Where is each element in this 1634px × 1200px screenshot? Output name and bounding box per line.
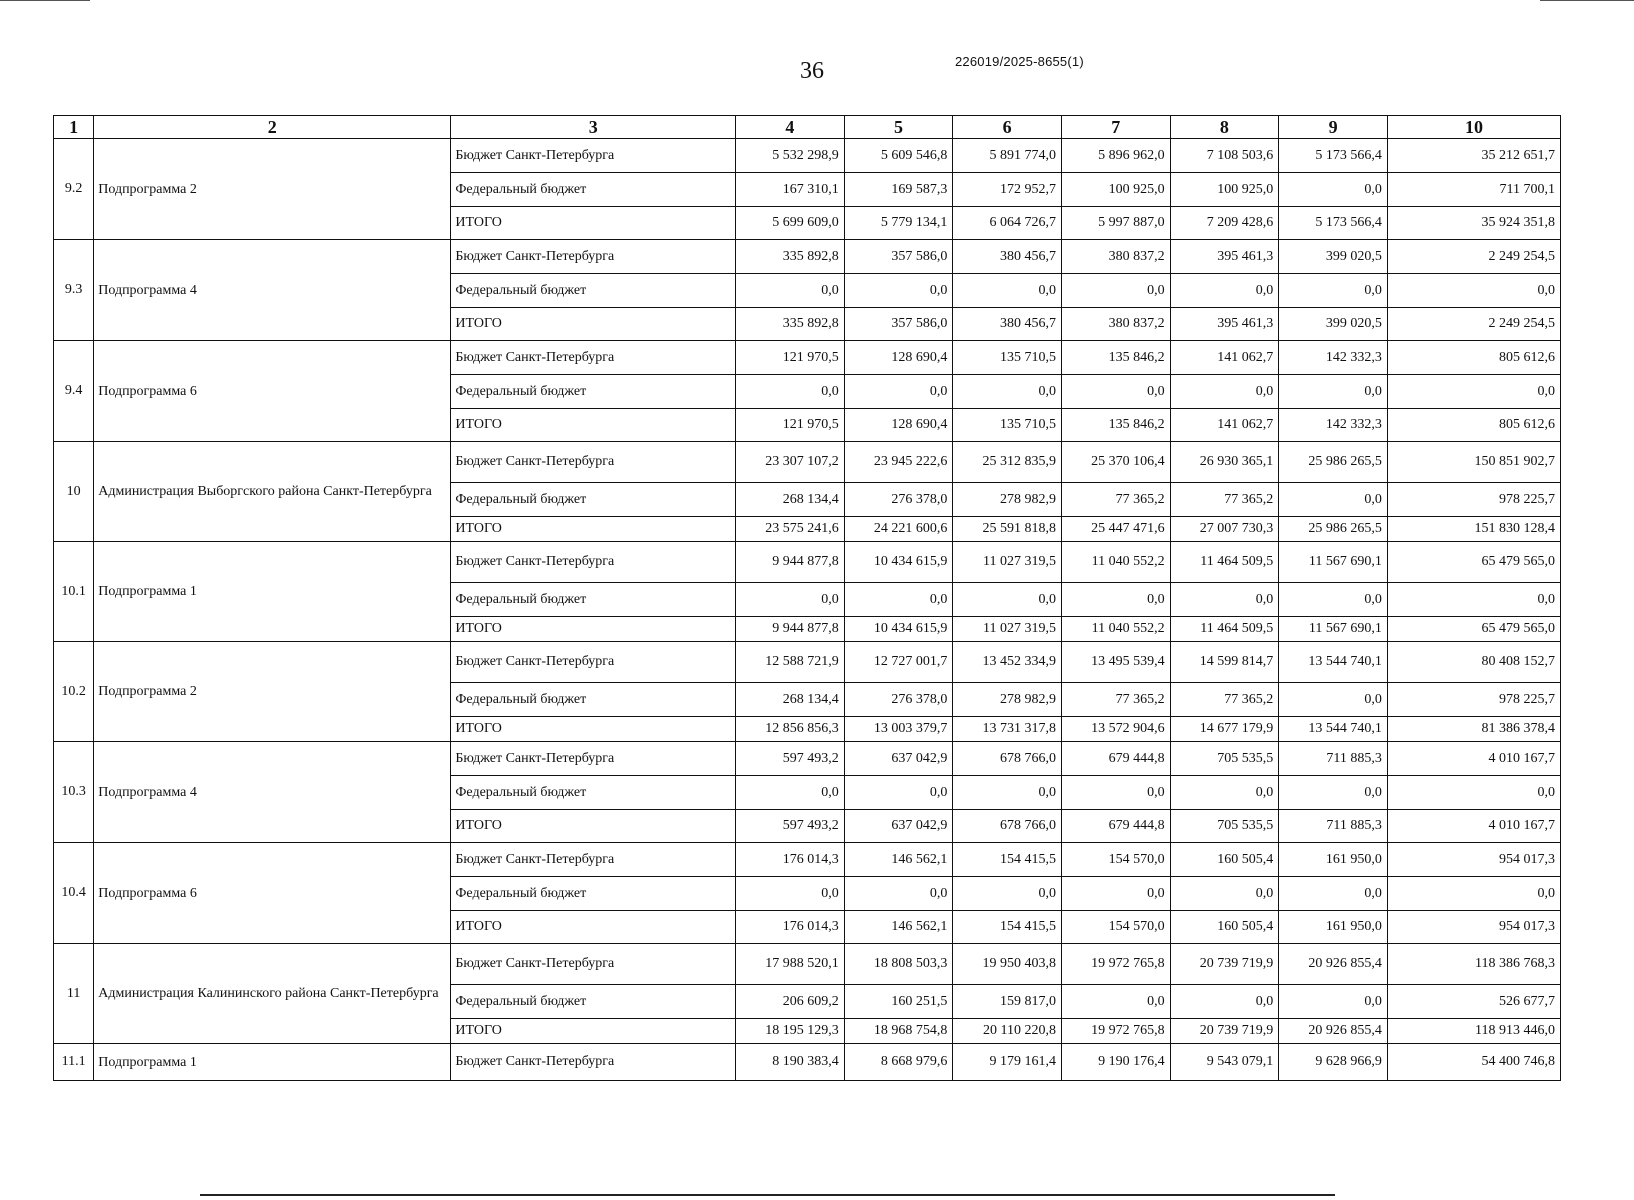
amount-cell: 19 950 403,8: [953, 944, 1062, 985]
column-header: 10: [1387, 116, 1560, 139]
amount-cell: 0,0: [844, 375, 953, 409]
amount-cell: 978 225,7: [1387, 483, 1560, 517]
funding-source: Бюджет Санкт-Петербурга: [451, 642, 736, 683]
row-program-name: Администрация Выборгского района Санкт-Петербурга: [94, 442, 451, 542]
column-header: 5: [844, 116, 953, 139]
row-code: 10: [54, 442, 94, 542]
amount-cell: 160 251,5: [844, 985, 953, 1019]
amount-cell: 160 505,4: [1170, 843, 1279, 877]
amount-cell: 4 010 167,7: [1387, 742, 1560, 776]
funding-source: Бюджет Санкт-Петербурга: [451, 1044, 736, 1081]
amount-cell: 12 588 721,9: [736, 642, 845, 683]
amount-cell: 65 479 565,0: [1387, 542, 1560, 583]
funding-source: Федеральный бюджет: [451, 173, 736, 207]
amount-cell: 11 027 319,5: [953, 617, 1062, 642]
amount-cell: 154 570,0: [1061, 911, 1170, 944]
amount-cell: 335 892,8: [736, 240, 845, 274]
amount-cell: 9 190 176,4: [1061, 1044, 1170, 1081]
amount-cell: 5 891 774,0: [953, 139, 1062, 173]
amount-cell: 0,0: [1279, 483, 1388, 517]
amount-cell: 20 926 855,4: [1279, 944, 1388, 985]
amount-cell: 5 779 134,1: [844, 207, 953, 240]
amount-cell: 711 885,3: [1279, 810, 1388, 843]
amount-cell: 142 332,3: [1279, 341, 1388, 375]
amount-cell: 0,0: [953, 375, 1062, 409]
amount-cell: 0,0: [844, 776, 953, 810]
amount-cell: 146 562,1: [844, 911, 953, 944]
amount-cell: 100 925,0: [1061, 173, 1170, 207]
amount-cell: 176 014,3: [736, 911, 845, 944]
amount-cell: 805 612,6: [1387, 341, 1560, 375]
amount-cell: 14 677 179,9: [1170, 717, 1279, 742]
amount-cell: 0,0: [1279, 375, 1388, 409]
funding-source: Федеральный бюджет: [451, 583, 736, 617]
amount-cell: 5 173 566,4: [1279, 139, 1388, 173]
amount-cell: 35 924 351,8: [1387, 207, 1560, 240]
amount-cell: 9 543 079,1: [1170, 1044, 1279, 1081]
amount-cell: 276 378,0: [844, 483, 953, 517]
amount-cell: 0,0: [1279, 985, 1388, 1019]
amount-cell: 13 003 379,7: [844, 717, 953, 742]
table-body: [54, 139, 1561, 1081]
amount-cell: 0,0: [844, 274, 953, 308]
amount-cell: 80 408 152,7: [1387, 642, 1560, 683]
amount-cell: 141 062,7: [1170, 409, 1279, 442]
column-header: 3: [451, 116, 736, 139]
amount-cell: 77 365,2: [1061, 683, 1170, 717]
funding-source: Бюджет Санкт-Петербурга: [451, 341, 736, 375]
amount-cell: 278 982,9: [953, 483, 1062, 517]
amount-cell: 5 896 962,0: [1061, 139, 1170, 173]
amount-cell: 357 586,0: [844, 240, 953, 274]
amount-cell: 5 699 609,0: [736, 207, 845, 240]
column-header: 2: [94, 116, 451, 139]
amount-cell: 25 312 835,9: [953, 442, 1062, 483]
funding-source: Бюджет Санкт-Петербурга: [451, 542, 736, 583]
amount-cell: 0,0: [844, 583, 953, 617]
table-header-row: [54, 116, 1561, 139]
amount-cell: 135 710,5: [953, 341, 1062, 375]
funding-source: Федеральный бюджет: [451, 274, 736, 308]
amount-cell: 0,0: [1170, 274, 1279, 308]
amount-cell: 13 731 317,8: [953, 717, 1062, 742]
row-code: 11.1: [54, 1044, 94, 1081]
amount-cell: 705 535,5: [1170, 810, 1279, 843]
amount-cell: 18 195 129,3: [736, 1019, 845, 1044]
amount-cell: 6 064 726,7: [953, 207, 1062, 240]
amount-cell: 20 110 220,8: [953, 1019, 1062, 1044]
funding-source: Федеральный бюджет: [451, 985, 736, 1019]
amount-cell: 24 221 600,6: [844, 517, 953, 542]
funding-source: Бюджет Санкт-Петербурга: [451, 139, 736, 173]
amount-cell: 268 134,4: [736, 683, 845, 717]
amount-cell: 121 970,5: [736, 409, 845, 442]
page-number: 36: [800, 58, 824, 84]
amount-cell: 597 493,2: [736, 810, 845, 843]
amount-cell: 0,0: [736, 583, 845, 617]
amount-cell: 161 950,0: [1279, 843, 1388, 877]
amount-cell: 0,0: [1061, 375, 1170, 409]
amount-cell: 0,0: [953, 274, 1062, 308]
row-program-name: Подпрограмма 6: [94, 843, 451, 944]
document-id: 226019/2025-8655(1): [955, 54, 1084, 69]
amount-cell: 12 856 856,3: [736, 717, 845, 742]
amount-cell: 18 808 503,3: [844, 944, 953, 985]
amount-cell: 0,0: [1170, 985, 1279, 1019]
amount-cell: 678 766,0: [953, 810, 1062, 843]
row-code: 11: [54, 944, 94, 1044]
table-row: [54, 642, 1561, 683]
amount-cell: 0,0: [1061, 583, 1170, 617]
amount-cell: 151 830 128,4: [1387, 517, 1560, 542]
row-program-name: Администрация Калининского района Санкт-Петербурга: [94, 944, 451, 1044]
amount-cell: 0,0: [1387, 776, 1560, 810]
amount-cell: 2 249 254,5: [1387, 308, 1560, 341]
row-code: 9.4: [54, 341, 94, 442]
funding-source: ИТОГО: [451, 1019, 736, 1044]
amount-cell: 35 212 651,7: [1387, 139, 1560, 173]
amount-cell: 637 042,9: [844, 810, 953, 843]
amount-cell: 160 505,4: [1170, 911, 1279, 944]
bottom-rule: [200, 1194, 1335, 1196]
amount-cell: 77 365,2: [1170, 683, 1279, 717]
amount-cell: 678 766,0: [953, 742, 1062, 776]
amount-cell: 13 544 740,1: [1279, 717, 1388, 742]
amount-cell: 161 950,0: [1279, 911, 1388, 944]
row-code: 10.2: [54, 642, 94, 742]
amount-cell: 11 027 319,5: [953, 542, 1062, 583]
row-program-name: Подпрограмма 2: [94, 139, 451, 240]
funding-source: Федеральный бюджет: [451, 375, 736, 409]
amount-cell: 2 249 254,5: [1387, 240, 1560, 274]
amount-cell: 11 040 552,2: [1061, 617, 1170, 642]
amount-cell: 121 970,5: [736, 341, 845, 375]
amount-cell: 5 173 566,4: [1279, 207, 1388, 240]
funding-source: Бюджет Санкт-Петербурга: [451, 843, 736, 877]
amount-cell: 954 017,3: [1387, 911, 1560, 944]
amount-cell: 20 739 719,9: [1170, 1019, 1279, 1044]
top-edge-line-right: [1540, 0, 1634, 1]
amount-cell: 13 544 740,1: [1279, 642, 1388, 683]
amount-cell: 169 587,3: [844, 173, 953, 207]
column-header: 1: [54, 116, 94, 139]
amount-cell: 8 668 979,6: [844, 1044, 953, 1081]
amount-cell: 146 562,1: [844, 843, 953, 877]
amount-cell: 135 846,2: [1061, 341, 1170, 375]
row-program-name: Подпрограмма 1: [94, 1044, 451, 1081]
funding-source: Бюджет Санкт-Петербурга: [451, 742, 736, 776]
amount-cell: 27 007 730,3: [1170, 517, 1279, 542]
row-program-name: Подпрограмма 4: [94, 240, 451, 341]
funding-source: ИТОГО: [451, 308, 736, 341]
amount-cell: 9 179 161,4: [953, 1044, 1062, 1081]
funding-source: ИТОГО: [451, 717, 736, 742]
table-row: [54, 139, 1561, 173]
amount-cell: 268 134,4: [736, 483, 845, 517]
table-row: [54, 542, 1561, 583]
amount-cell: 167 310,1: [736, 173, 845, 207]
amount-cell: 25 447 471,6: [1061, 517, 1170, 542]
amount-cell: 128 690,4: [844, 341, 953, 375]
amount-cell: 176 014,3: [736, 843, 845, 877]
funding-source: ИТОГО: [451, 617, 736, 642]
table-row: [54, 742, 1561, 776]
amount-cell: 12 727 001,7: [844, 642, 953, 683]
amount-cell: 14 599 814,7: [1170, 642, 1279, 683]
row-code: 9.3: [54, 240, 94, 341]
amount-cell: 81 386 378,4: [1387, 717, 1560, 742]
amount-cell: 25 986 265,5: [1279, 442, 1388, 483]
amount-cell: 11 567 690,1: [1279, 617, 1388, 642]
amount-cell: 118 386 768,3: [1387, 944, 1560, 985]
amount-cell: 10 434 615,9: [844, 542, 953, 583]
table-row: [54, 843, 1561, 877]
amount-cell: 0,0: [1387, 375, 1560, 409]
amount-cell: 141 062,7: [1170, 341, 1279, 375]
amount-cell: 711 885,3: [1279, 742, 1388, 776]
amount-cell: 19 972 765,8: [1061, 1019, 1170, 1044]
amount-cell: 100 925,0: [1170, 173, 1279, 207]
amount-cell: 395 461,3: [1170, 308, 1279, 341]
table-row: [54, 341, 1561, 375]
amount-cell: 0,0: [1061, 877, 1170, 911]
amount-cell: 10 434 615,9: [844, 617, 953, 642]
amount-cell: 679 444,8: [1061, 742, 1170, 776]
amount-cell: 0,0: [1170, 776, 1279, 810]
amount-cell: 705 535,5: [1170, 742, 1279, 776]
amount-cell: 0,0: [953, 583, 1062, 617]
amount-cell: 20 926 855,4: [1279, 1019, 1388, 1044]
amount-cell: 4 010 167,7: [1387, 810, 1560, 843]
row-program-name: Подпрограмма 4: [94, 742, 451, 843]
amount-cell: 357 586,0: [844, 308, 953, 341]
funding-source: Федеральный бюджет: [451, 877, 736, 911]
amount-cell: 135 710,5: [953, 409, 1062, 442]
amount-cell: 0,0: [1387, 274, 1560, 308]
amount-cell: 0,0: [1170, 583, 1279, 617]
amount-cell: 154 570,0: [1061, 843, 1170, 877]
amount-cell: 395 461,3: [1170, 240, 1279, 274]
table-row: [54, 944, 1561, 985]
amount-cell: 276 378,0: [844, 683, 953, 717]
amount-cell: 20 739 719,9: [1170, 944, 1279, 985]
table-row: [54, 442, 1561, 483]
amount-cell: 0,0: [1170, 877, 1279, 911]
amount-cell: 399 020,5: [1279, 240, 1388, 274]
amount-cell: 597 493,2: [736, 742, 845, 776]
amount-cell: 954 017,3: [1387, 843, 1560, 877]
funding-source: Федеральный бюджет: [451, 776, 736, 810]
amount-cell: 0,0: [953, 877, 1062, 911]
funding-source: Бюджет Санкт-Петербурга: [451, 442, 736, 483]
amount-cell: 0,0: [1387, 877, 1560, 911]
amount-cell: 0,0: [1061, 776, 1170, 810]
amount-cell: 23 307 107,2: [736, 442, 845, 483]
amount-cell: 5 532 298,9: [736, 139, 845, 173]
funding-source: ИТОГО: [451, 517, 736, 542]
amount-cell: 637 042,9: [844, 742, 953, 776]
row-code: 10.4: [54, 843, 94, 944]
funding-source: ИТОГО: [451, 911, 736, 944]
amount-cell: 0,0: [953, 776, 1062, 810]
amount-cell: 11 464 509,5: [1170, 542, 1279, 583]
funding-source: ИТОГО: [451, 810, 736, 843]
amount-cell: 25 370 106,4: [1061, 442, 1170, 483]
column-header: 9: [1279, 116, 1388, 139]
row-program-name: Подпрограмма 2: [94, 642, 451, 742]
amount-cell: 8 190 383,4: [736, 1044, 845, 1081]
amount-cell: 128 690,4: [844, 409, 953, 442]
amount-cell: 54 400 746,8: [1387, 1044, 1560, 1081]
row-code: 9.2: [54, 139, 94, 240]
column-header: 6: [953, 116, 1062, 139]
amount-cell: 150 851 902,7: [1387, 442, 1560, 483]
amount-cell: 0,0: [736, 776, 845, 810]
amount-cell: 805 612,6: [1387, 409, 1560, 442]
amount-cell: 0,0: [1279, 877, 1388, 911]
budget-table: [53, 115, 1561, 1081]
row-code: 10.3: [54, 742, 94, 843]
amount-cell: 13 572 904,6: [1061, 717, 1170, 742]
amount-cell: 9 944 877,8: [736, 617, 845, 642]
amount-cell: 18 968 754,8: [844, 1019, 953, 1044]
funding-source: Федеральный бюджет: [451, 683, 736, 717]
amount-cell: 172 952,7: [953, 173, 1062, 207]
amount-cell: 0,0: [736, 375, 845, 409]
amount-cell: 711 700,1: [1387, 173, 1560, 207]
amount-cell: 65 479 565,0: [1387, 617, 1560, 642]
amount-cell: 0,0: [1279, 683, 1388, 717]
amount-cell: 380 456,7: [953, 308, 1062, 341]
amount-cell: 206 609,2: [736, 985, 845, 1019]
amount-cell: 9 628 966,9: [1279, 1044, 1388, 1081]
amount-cell: 7 108 503,6: [1170, 139, 1279, 173]
funding-source: Федеральный бюджет: [451, 483, 736, 517]
amount-cell: 0,0: [1061, 985, 1170, 1019]
amount-cell: 159 817,0: [953, 985, 1062, 1019]
amount-cell: 11 464 509,5: [1170, 617, 1279, 642]
amount-cell: 7 209 428,6: [1170, 207, 1279, 240]
funding-source: ИТОГО: [451, 409, 736, 442]
amount-cell: 0,0: [1170, 375, 1279, 409]
funding-source: Бюджет Санкт-Петербурга: [451, 944, 736, 985]
column-header: 8: [1170, 116, 1279, 139]
amount-cell: 118 913 446,0: [1387, 1019, 1560, 1044]
amount-cell: 77 365,2: [1170, 483, 1279, 517]
funding-source: Бюджет Санкт-Петербурга: [451, 240, 736, 274]
amount-cell: 25 986 265,5: [1279, 517, 1388, 542]
amount-cell: 0,0: [736, 877, 845, 911]
amount-cell: 13 495 539,4: [1061, 642, 1170, 683]
amount-cell: 23 575 241,6: [736, 517, 845, 542]
amount-cell: 0,0: [1279, 776, 1388, 810]
amount-cell: 679 444,8: [1061, 810, 1170, 843]
column-header: 4: [736, 116, 845, 139]
row-program-name: Подпрограмма 1: [94, 542, 451, 642]
amount-cell: 9 944 877,8: [736, 542, 845, 583]
table-row: [54, 240, 1561, 274]
amount-cell: 13 452 334,9: [953, 642, 1062, 683]
amount-cell: 526 677,7: [1387, 985, 1560, 1019]
amount-cell: 278 982,9: [953, 683, 1062, 717]
amount-cell: 0,0: [844, 877, 953, 911]
amount-cell: 0,0: [1279, 274, 1388, 308]
amount-cell: 0,0: [736, 274, 845, 308]
table-row: [54, 1044, 1561, 1081]
top-edge-line-left: [0, 0, 90, 1]
amount-cell: 135 846,2: [1061, 409, 1170, 442]
amount-cell: 0,0: [1387, 583, 1560, 617]
amount-cell: 19 972 765,8: [1061, 944, 1170, 985]
amount-cell: 380 837,2: [1061, 308, 1170, 341]
amount-cell: 154 415,5: [953, 843, 1062, 877]
amount-cell: 25 591 818,8: [953, 517, 1062, 542]
amount-cell: 142 332,3: [1279, 409, 1388, 442]
amount-cell: 17 988 520,1: [736, 944, 845, 985]
amount-cell: 0,0: [1061, 274, 1170, 308]
amount-cell: 399 020,5: [1279, 308, 1388, 341]
amount-cell: 978 225,7: [1387, 683, 1560, 717]
amount-cell: 335 892,8: [736, 308, 845, 341]
amount-cell: 26 930 365,1: [1170, 442, 1279, 483]
row-program-name: Подпрограмма 6: [94, 341, 451, 442]
amount-cell: 380 837,2: [1061, 240, 1170, 274]
amount-cell: 0,0: [1279, 583, 1388, 617]
column-header: 7: [1061, 116, 1170, 139]
amount-cell: 154 415,5: [953, 911, 1062, 944]
amount-cell: 5 997 887,0: [1061, 207, 1170, 240]
amount-cell: 23 945 222,6: [844, 442, 953, 483]
amount-cell: 11 040 552,2: [1061, 542, 1170, 583]
amount-cell: 77 365,2: [1061, 483, 1170, 517]
row-code: 10.1: [54, 542, 94, 642]
amount-cell: 380 456,7: [953, 240, 1062, 274]
funding-source: ИТОГО: [451, 207, 736, 240]
amount-cell: 11 567 690,1: [1279, 542, 1388, 583]
amount-cell: 5 609 546,8: [844, 139, 953, 173]
amount-cell: 0,0: [1279, 173, 1388, 207]
